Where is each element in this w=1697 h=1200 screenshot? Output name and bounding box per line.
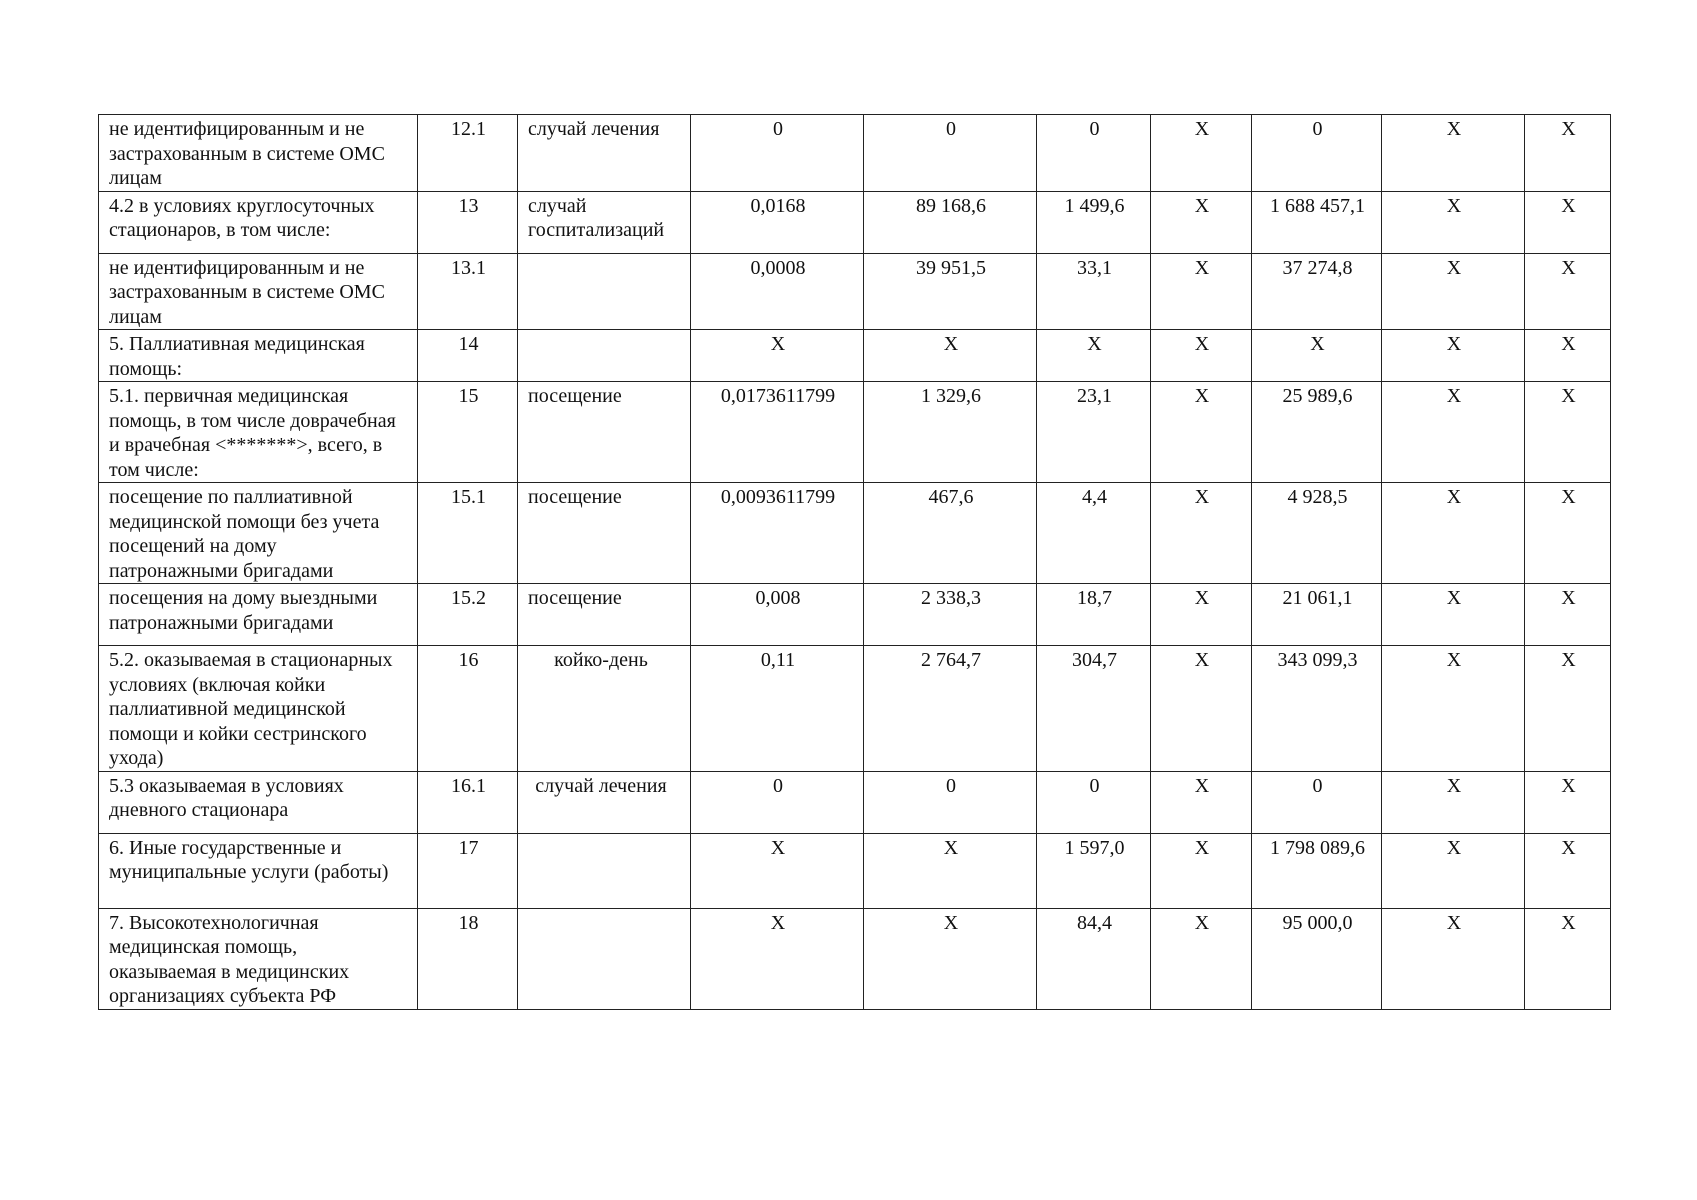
value-cell: Х bbox=[1151, 382, 1252, 483]
value-cell: Х bbox=[1382, 253, 1525, 330]
value-cell: 0,0008 bbox=[691, 253, 864, 330]
value-cell: 84,4 bbox=[1037, 908, 1151, 1009]
value-cell: Х bbox=[1151, 483, 1252, 584]
value-cell: 2 764,7 bbox=[864, 646, 1037, 772]
value-cell: Х bbox=[1151, 253, 1252, 330]
row-name-cell: 5.1. первичная медицинская помощь, в том числе доврачебная и врачебная <*******>, всего, в том числе: bbox=[99, 382, 418, 483]
value-cell: Х bbox=[1525, 253, 1611, 330]
row-code-cell: 13.1 bbox=[418, 253, 518, 330]
value-cell: Х bbox=[1525, 191, 1611, 253]
value-cell: 2 338,3 bbox=[864, 584, 1037, 646]
row-code-cell: 16 bbox=[418, 646, 518, 772]
value-cell: 33,1 bbox=[1037, 253, 1151, 330]
row-code-cell: 14 bbox=[418, 330, 518, 382]
value-cell: Х bbox=[1151, 646, 1252, 772]
value-cell: Х bbox=[1382, 382, 1525, 483]
row-unit-cell: случай лечения bbox=[518, 771, 691, 833]
value-cell: 1 688 457,1 bbox=[1252, 191, 1382, 253]
value-cell: Х bbox=[1525, 646, 1611, 772]
row-name-cell: 6. Иные государственные и муниципальные услуги (работы) bbox=[99, 833, 418, 908]
row-code-cell: 13 bbox=[418, 191, 518, 253]
value-cell: 1 499,6 bbox=[1037, 191, 1151, 253]
value-cell: 0 bbox=[1037, 771, 1151, 833]
value-cell: 0,0173611799 bbox=[691, 382, 864, 483]
value-cell: Х bbox=[864, 908, 1037, 1009]
table-row bbox=[99, 115, 1611, 192]
value-cell: Х bbox=[1525, 115, 1611, 192]
row-unit-cell bbox=[518, 253, 691, 330]
table-row bbox=[99, 584, 1611, 646]
row-name-cell: не идентифицированным и не застрахованным в системе ОМС лицам bbox=[99, 115, 418, 192]
value-cell: Х bbox=[691, 833, 864, 908]
row-code-cell: 17 bbox=[418, 833, 518, 908]
table-row bbox=[99, 908, 1611, 1009]
row-unit-cell: случай госпитализаций bbox=[518, 191, 691, 253]
value-cell: 0,0168 bbox=[691, 191, 864, 253]
value-cell: 4 928,5 bbox=[1252, 483, 1382, 584]
row-name-cell: 7. Высокотехнологичная медицинская помощь, оказываемая в медицинских организациях субъекта РФ bbox=[99, 908, 418, 1009]
row-unit-cell: посещение bbox=[518, 584, 691, 646]
value-cell: Х bbox=[691, 330, 864, 382]
value-cell: 39 951,5 bbox=[864, 253, 1037, 330]
value-cell: 0 bbox=[864, 771, 1037, 833]
table-row bbox=[99, 483, 1611, 584]
value-cell: 4,4 bbox=[1037, 483, 1151, 584]
table-row bbox=[99, 253, 1611, 330]
value-cell: 37 274,8 bbox=[1252, 253, 1382, 330]
row-unit-cell bbox=[518, 330, 691, 382]
table-row bbox=[99, 382, 1611, 483]
value-cell: Х bbox=[1525, 382, 1611, 483]
row-name-cell: не идентифицированным и не застрахованным в системе ОМС лицам bbox=[99, 253, 418, 330]
value-cell: Х bbox=[1151, 115, 1252, 192]
row-name-cell: 5.2. оказываемая в стационарных условиях (включая койки паллиативной медицинской помощи и койки сестринского ухода) bbox=[99, 646, 418, 772]
value-cell: 0 bbox=[1252, 115, 1382, 192]
value-cell: Х bbox=[1382, 483, 1525, 584]
value-cell: Х bbox=[691, 908, 864, 1009]
value-cell: 343 099,3 bbox=[1252, 646, 1382, 772]
value-cell: Х bbox=[1525, 771, 1611, 833]
row-code-cell: 12.1 bbox=[418, 115, 518, 192]
row-unit-cell bbox=[518, 833, 691, 908]
value-cell: Х bbox=[1525, 908, 1611, 1009]
value-cell: Х bbox=[1525, 584, 1611, 646]
table-row bbox=[99, 191, 1611, 253]
value-cell: Х bbox=[1525, 330, 1611, 382]
row-unit-cell bbox=[518, 908, 691, 1009]
value-cell: Х bbox=[1151, 191, 1252, 253]
table-row bbox=[99, 833, 1611, 908]
value-cell: Х bbox=[1382, 191, 1525, 253]
value-cell: 0,11 bbox=[691, 646, 864, 772]
value-cell: 1 329,6 bbox=[864, 382, 1037, 483]
row-code-cell: 16.1 bbox=[418, 771, 518, 833]
value-cell: 0 bbox=[1037, 115, 1151, 192]
value-cell: 21 061,1 bbox=[1252, 584, 1382, 646]
value-cell: Х bbox=[1382, 330, 1525, 382]
value-cell: 1 798 089,6 bbox=[1252, 833, 1382, 908]
row-name-cell: 4.2 в условиях круглосуточных стационаров, в том числе: bbox=[99, 191, 418, 253]
value-cell: Х bbox=[1037, 330, 1151, 382]
value-cell: 23,1 bbox=[1037, 382, 1151, 483]
value-cell: 0 bbox=[691, 115, 864, 192]
table-row bbox=[99, 771, 1611, 833]
value-cell: Х bbox=[1525, 833, 1611, 908]
value-cell: Х bbox=[1382, 584, 1525, 646]
value-cell: 0 bbox=[1252, 771, 1382, 833]
table-row bbox=[99, 330, 1611, 382]
row-unit-cell: случай лечения bbox=[518, 115, 691, 192]
value-cell: Х bbox=[864, 330, 1037, 382]
value-cell: Х bbox=[864, 833, 1037, 908]
row-code-cell: 18 bbox=[418, 908, 518, 1009]
value-cell: Х bbox=[1151, 908, 1252, 1009]
value-cell: Х bbox=[1382, 115, 1525, 192]
row-code-cell: 15.1 bbox=[418, 483, 518, 584]
row-name-cell: 5.3 оказываемая в условиях дневного стационара bbox=[99, 771, 418, 833]
value-cell: 0 bbox=[864, 115, 1037, 192]
row-unit-cell: койко-день bbox=[518, 646, 691, 772]
value-cell: Х bbox=[1151, 584, 1252, 646]
row-name-cell: посещения на дому выездными патронажными бригадами bbox=[99, 584, 418, 646]
value-cell: Х bbox=[1382, 908, 1525, 1009]
value-cell: 0 bbox=[691, 771, 864, 833]
value-cell: 95 000,0 bbox=[1252, 908, 1382, 1009]
value-cell: 0,008 bbox=[691, 584, 864, 646]
row-name-cell: посещение по паллиативной медицинской помощи без учета посещений на дому патронажными бригадами bbox=[99, 483, 418, 584]
row-unit-cell: посещение bbox=[518, 382, 691, 483]
row-unit-cell: посещение bbox=[518, 483, 691, 584]
data-table bbox=[98, 114, 1611, 1010]
value-cell: Х bbox=[1525, 483, 1611, 584]
value-cell: 18,7 bbox=[1037, 584, 1151, 646]
value-cell: Х bbox=[1151, 330, 1252, 382]
value-cell: Х bbox=[1382, 771, 1525, 833]
value-cell: Х bbox=[1382, 833, 1525, 908]
value-cell: 89 168,6 bbox=[864, 191, 1037, 253]
value-cell: 1 597,0 bbox=[1037, 833, 1151, 908]
value-cell: 304,7 bbox=[1037, 646, 1151, 772]
row-name-cell: 5. Паллиативная медицинская помощь: bbox=[99, 330, 418, 382]
value-cell: Х bbox=[1252, 330, 1382, 382]
value-cell: Х bbox=[1382, 646, 1525, 772]
table-row bbox=[99, 646, 1611, 772]
row-code-cell: 15 bbox=[418, 382, 518, 483]
value-cell: 0,0093611799 bbox=[691, 483, 864, 584]
value-cell: Х bbox=[1151, 771, 1252, 833]
value-cell: 25 989,6 bbox=[1252, 382, 1382, 483]
value-cell: 467,6 bbox=[864, 483, 1037, 584]
row-code-cell: 15.2 bbox=[418, 584, 518, 646]
value-cell: Х bbox=[1151, 833, 1252, 908]
